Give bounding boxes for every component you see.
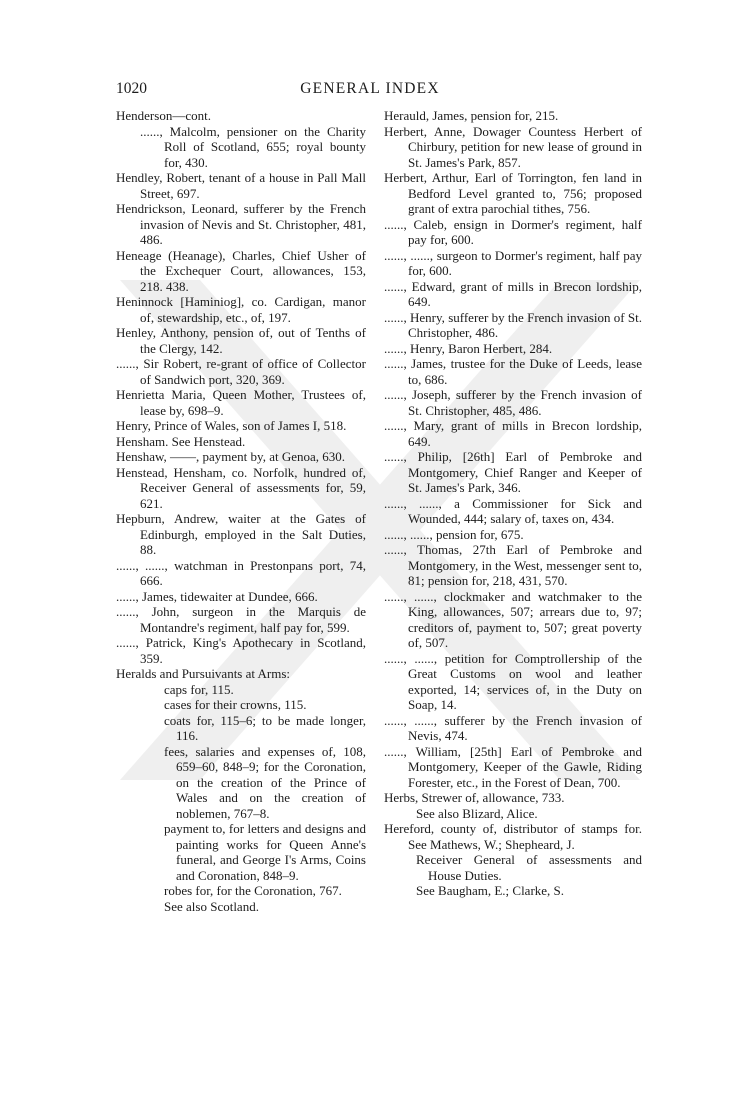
index-cross-reference: See Baugham, E.; Clarke, S. bbox=[416, 883, 565, 898]
index-entry: Henderson—cont. bbox=[116, 108, 211, 123]
index-subentry: caps for, 115. bbox=[164, 681, 234, 697]
index-cross-reference: See also Blizard, Alice. bbox=[416, 805, 538, 821]
page-header bbox=[0, 80, 740, 104]
index-entry: ......, ......, petition for Comptrollership of the Great Customs on wool and leather exported, 14; services of, in the Duty on Soap, 14. bbox=[384, 650, 642, 712]
index-entry: ......, ......, pension for, 675. bbox=[384, 526, 524, 542]
index-entry: Herbs, Strewer of, allowance, 733. bbox=[384, 790, 565, 805]
index-entry: ......, Henry, Baron Herbert, 284. bbox=[384, 340, 553, 356]
index-entry: ......, Patrick, King's Apothecary in Scotland, 359. bbox=[116, 635, 366, 666]
index-entry: ......, Philip, [26th] Earl of Pembroke and Montgomery, Chief Ranger and Keeper of St. James's Park, 346. bbox=[384, 449, 642, 495]
right-column bbox=[384, 108, 642, 899]
index-entry: ......, ......, watchman in Prestonpans port, 74, 666. bbox=[116, 557, 366, 588]
index-entry: Henshaw, ——, payment by, at Genoa, 630. bbox=[116, 449, 346, 464]
index-entry: Hendley, Robert, tenant of a house in Pall Mall Street, 697. bbox=[116, 170, 366, 201]
index-entry: ......, Joseph, sufferer by the French invasion of St. Christopher, 485, 486. bbox=[384, 387, 642, 418]
index-entry: Heralds and Pursuivants at Arms: bbox=[116, 666, 291, 681]
index-subentry: payment to, for letters and designs and painting works for Queen Anne's funeral, and George I's Arms, Coins and Coronation, 848–9. bbox=[164, 821, 366, 883]
index-entry: Herauld, James, pension for, 215. bbox=[384, 108, 559, 123]
index-entry: ......, ......, clockmaker and watchmaker to the King, allowances, 507; arrears due to, 97; creditors of, payment to, 507; great poverty of, 507. bbox=[384, 588, 642, 650]
index-entry: Hereford, county of, distributor of stamps for. See Mathews, W.; Shepheard, J. bbox=[384, 821, 642, 852]
left-column bbox=[116, 108, 366, 914]
index-entry: Heneage (Heanage), Charles, Chief Usher of the Exchequer Court, allowances, 153, 218. 438. bbox=[116, 247, 366, 294]
index-entry: ......, Sir Robert, re-grant of office of Collector of Sandwich port, 320, 369. bbox=[116, 356, 366, 387]
index-entry: Heninnock [Haminiog], co. Cardigan, manor of, stewardship, etc., of, 197. bbox=[116, 294, 366, 325]
index-entry: ......, ......, surgeon to Dormer's regiment, half pay for, 600. bbox=[384, 247, 642, 278]
index-entry: ......, Caleb, ensign in Dormer's regiment, half pay for, 600. bbox=[384, 216, 642, 247]
index-entry: ......, James, trustee for the Duke of Leeds, lease to, 686. bbox=[384, 356, 642, 387]
index-cross-reference: See also Scotland. bbox=[164, 898, 259, 914]
index-entry: ......, ......, a Commissioner for Sick and Wounded, 444; salary of, taxes on, 434. bbox=[384, 495, 642, 526]
index-entry: ......, Mary, grant of mills in Brecon lordship, 649. bbox=[384, 418, 642, 449]
page-number: 1020 bbox=[116, 80, 147, 97]
index-entry: ......, William, [25th] Earl of Pembroke and Montgomery, Keeper of the Gawle, Riding Forester, etc., in the Forest of Dean, 700. bbox=[384, 743, 642, 790]
index-entry: Herbert, Arthur, Earl of Torrington, fen land in Bedford Level granted to, 756; proposed grant of extra parochial tithes, 756. bbox=[384, 170, 642, 216]
index-entry: Hendrickson, Leonard, sufferer by the French invasion of Nevis and St. Christopher, 481, 486. bbox=[116, 201, 366, 247]
index-subentry: cases for their crowns, 115. bbox=[164, 697, 307, 712]
index-subentry: robes for, for the Coronation, 767. bbox=[164, 883, 342, 898]
index-entry: Henstead, Hensham, co. Norfolk, hundred of, Receiver General of assessments for, 59, 621. bbox=[116, 464, 366, 511]
index-subentry: fees, salaries and expenses of, 108, 659–60, 848–9; for the Coronation, on the creation of the Prince of Wales and on the creation of noblemen, 767–8. bbox=[164, 743, 366, 821]
index-entry: ......, Edward, grant of mills in Brecon lordship, 649. bbox=[384, 278, 642, 309]
index-subentry: coats for, 115–6; to be made longer, 116. bbox=[164, 712, 366, 743]
running-head: GENERAL INDEX bbox=[300, 80, 440, 97]
index-entry: ......, Henry, sufferer by the French invasion of St. Christopher, 486. bbox=[384, 309, 642, 340]
index-entry: Herbert, Anne, Dowager Countess Herbert of Chirbury, petition for new lease of ground in St. James's Park, 857. bbox=[384, 123, 642, 170]
index-subentry: Receiver General of assessments and House Duties. bbox=[416, 852, 642, 883]
index-entry: Henrietta Maria, Queen Mother, Trustees of, lease by, 698–9. bbox=[116, 387, 366, 418]
index-entry: Hepburn, Andrew, waiter at the Gates of Edinburgh, employed in the Salt Duties, 88. bbox=[116, 511, 366, 557]
index-entry: Henley, Anthony, pension of, out of Tenths of the Clergy, 142. bbox=[116, 325, 366, 356]
index-entry: ......, Malcolm, pensioner on the Charity Roll of Scotland, 655; royal bounty for, 430. bbox=[140, 123, 366, 170]
index-entry: Hensham. See Henstead. bbox=[116, 433, 246, 449]
index-entry: ......, John, surgeon in the Marquis de Montandre's regiment, half pay for, 599. bbox=[116, 604, 366, 635]
index-entry: ......, ......, sufferer by the French invasion of Nevis, 474. bbox=[384, 712, 642, 743]
index-entry: ......, James, tidewaiter at Dundee, 666. bbox=[116, 588, 318, 604]
index-entry: Henry, Prince of Wales, son of James I, 518. bbox=[116, 418, 347, 433]
index-entry: ......, Thomas, 27th Earl of Pembroke and Montgomery, in the West, messenger sent to, 81; pension for, 218, 431, 570. bbox=[384, 542, 642, 588]
